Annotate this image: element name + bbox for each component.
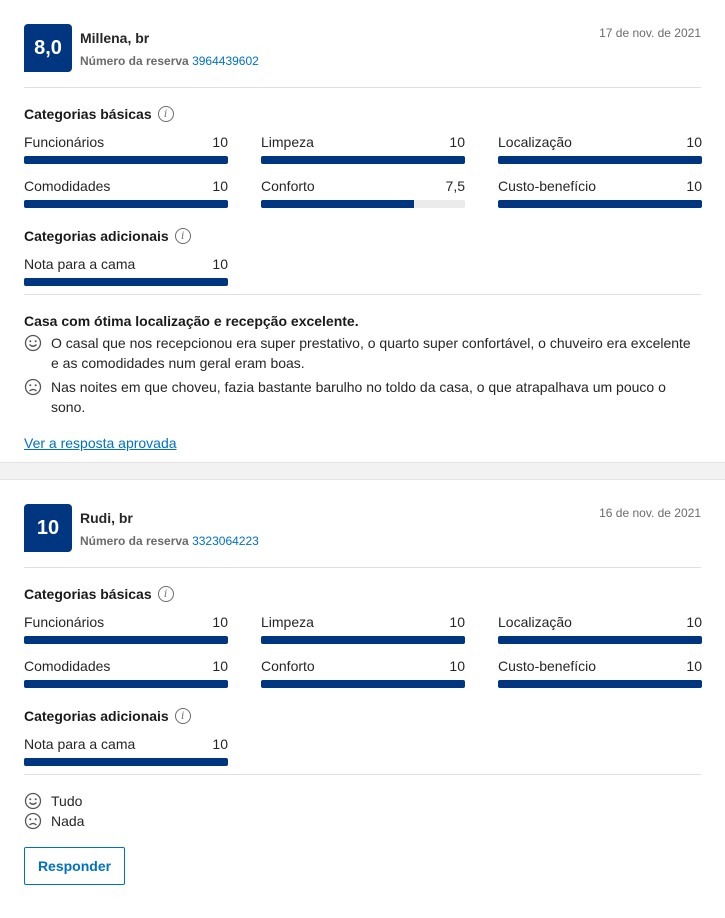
category-label: Conforto — [261, 178, 315, 194]
review-header — [24, 504, 701, 568]
category-bar-fill — [24, 636, 228, 644]
category-item — [498, 134, 702, 164]
category-bar-fill — [261, 636, 465, 644]
category-item — [261, 658, 465, 688]
category-label: Comodidades — [24, 658, 111, 674]
reservation-number-link[interactable]: 3964439602 — [192, 54, 259, 68]
category-bar-fill — [261, 200, 414, 208]
category-bar-fill — [24, 200, 228, 208]
category-value: 10 — [212, 256, 228, 272]
category-bar — [24, 636, 228, 644]
category-item — [24, 178, 228, 208]
category-item — [498, 178, 702, 208]
category-bar — [261, 680, 465, 688]
category-label: Limpeza — [261, 134, 314, 150]
negative-comment — [24, 811, 701, 831]
category-bar — [24, 680, 228, 688]
category-value: 7,5 — [445, 178, 465, 194]
category-value: 10 — [212, 658, 228, 674]
category-item — [24, 614, 228, 644]
category-label: Comodidades — [24, 178, 111, 194]
category-bar-fill — [24, 758, 228, 766]
category-bar — [24, 156, 228, 164]
category-label: Localização — [498, 614, 572, 630]
category-item — [261, 178, 465, 208]
basic-categories-label: Categorias básicas — [24, 106, 152, 122]
category-bar-fill — [24, 680, 228, 688]
additional-categories-grid — [24, 736, 701, 766]
additional-categories — [24, 708, 701, 775]
category-item — [24, 658, 228, 688]
positive-comment — [24, 333, 701, 373]
category-item — [261, 614, 465, 644]
category-item — [24, 256, 228, 286]
positive-text: O casal que nos recepcionou era super prestativo, o quarto super confortável, o chuveiro era excelente e as comodidades num geral eram boas. — [51, 335, 691, 371]
category-value: 10 — [449, 658, 465, 674]
reservation-label: Número da reserva — [80, 534, 189, 548]
negative-text: Nas noites em que choveu, fazia bastante barulho no toldo da casa, o que atrapalhava um pouco o sono. — [51, 379, 666, 415]
reservation-info — [80, 534, 259, 548]
category-bar-fill — [498, 156, 702, 164]
category-bar — [498, 200, 702, 208]
basic-categories-title — [24, 106, 701, 122]
category-label: Conforto — [261, 658, 315, 674]
category-bar — [24, 758, 228, 766]
frown-icon — [24, 812, 42, 830]
category-bar — [24, 200, 228, 208]
category-label: Limpeza — [261, 614, 314, 630]
category-bar-fill — [498, 680, 702, 688]
category-value: 10 — [686, 658, 702, 674]
category-item — [24, 134, 228, 164]
guest-name: Millena, br — [80, 30, 150, 46]
additional-categories-title — [24, 228, 701, 244]
category-label: Nota para a cama — [24, 736, 136, 752]
category-value: 10 — [686, 134, 702, 150]
basic-categories-grid — [24, 614, 701, 688]
smile-icon — [24, 792, 42, 810]
additional-categories — [24, 228, 701, 295]
category-label: Custo-benefício — [498, 658, 597, 674]
basic-categories-label: Categorias básicas — [24, 586, 152, 602]
additional-categories-grid — [24, 256, 701, 286]
positive-text: Tudo — [51, 793, 83, 809]
info-icon[interactable]: i — [175, 708, 191, 724]
reservation-info — [80, 54, 259, 68]
info-icon[interactable]: i — [175, 228, 191, 244]
reservation-label: Número da reserva — [80, 54, 189, 68]
additional-categories-title — [24, 708, 701, 724]
category-label: Funcionários — [24, 134, 105, 150]
basic-categories-title — [24, 586, 701, 602]
basic-categories-grid — [24, 134, 701, 208]
category-bar-fill — [498, 636, 702, 644]
category-label: Nota para a cama — [24, 256, 136, 272]
additional-categories-label: Categorias adicionais — [24, 708, 169, 724]
category-value: 10 — [449, 614, 465, 630]
category-bar — [498, 636, 702, 644]
category-bar-fill — [24, 156, 228, 164]
smile-icon — [24, 334, 42, 352]
category-bar — [498, 680, 702, 688]
info-icon[interactable]: i — [158, 586, 174, 602]
category-bar — [24, 278, 228, 286]
category-label: Custo-benefício — [498, 178, 597, 194]
review-score-badge: 10 — [24, 504, 72, 552]
negative-text: Nada — [51, 813, 85, 829]
category-value: 10 — [212, 736, 228, 752]
category-bar-fill — [261, 156, 465, 164]
category-value: 10 — [212, 178, 228, 194]
review-header — [24, 24, 701, 88]
review-summary: Casa com ótima localização e recepção excelente. — [24, 313, 359, 329]
category-bar-fill — [498, 200, 702, 208]
frown-icon — [24, 378, 42, 396]
category-value: 10 — [686, 614, 702, 630]
category-item — [261, 134, 465, 164]
category-item — [498, 658, 702, 688]
category-item — [498, 614, 702, 644]
guest-name: Rudi, br — [80, 510, 133, 526]
category-value: 10 — [449, 134, 465, 150]
review-card — [0, 480, 725, 918]
category-bar — [261, 636, 465, 644]
review-separator — [0, 462, 725, 480]
category-bar — [498, 156, 702, 164]
category-label: Funcionários — [24, 614, 105, 630]
category-item — [24, 736, 228, 766]
respond-button[interactable]: Responder — [24, 847, 125, 885]
reservation-number-link[interactable]: 3323064223 — [192, 534, 259, 548]
additional-categories-label: Categorias adicionais — [24, 228, 169, 244]
category-bar — [261, 156, 465, 164]
view-approved-response-link[interactable]: Ver a resposta aprovada — [24, 435, 177, 451]
review-score-badge: 8,0 — [24, 24, 72, 72]
review-date: 16 de nov. de 2021 — [599, 506, 701, 520]
negative-comment — [24, 377, 701, 417]
category-value: 10 — [686, 178, 702, 194]
positive-comment — [24, 791, 701, 811]
category-bar — [261, 200, 465, 208]
category-label: Localização — [498, 134, 572, 150]
category-bar-fill — [261, 680, 465, 688]
info-icon[interactable]: i — [158, 106, 174, 122]
category-value: 10 — [212, 614, 228, 630]
review-date: 17 de nov. de 2021 — [599, 26, 701, 40]
category-bar-fill — [24, 278, 228, 286]
category-value: 10 — [212, 134, 228, 150]
